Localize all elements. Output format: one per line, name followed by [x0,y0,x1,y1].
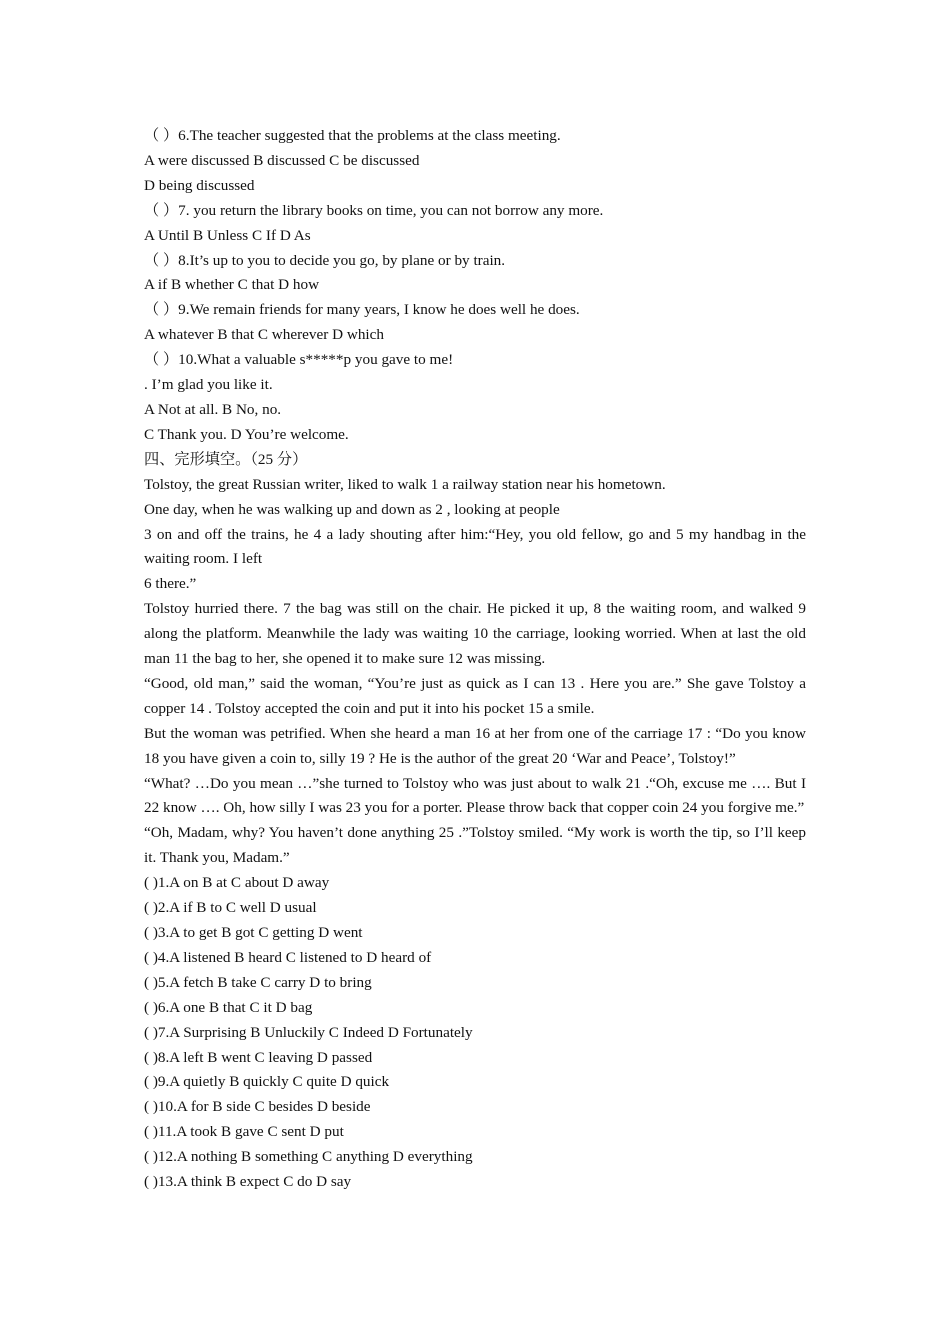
question-10-reply: . I’m glad you like it. [144,376,273,394]
question-6-option-d: D being discussed [144,176,255,194]
cloze-option-line: ( )12.A nothing B something C anything D everything [144,1148,473,1166]
cloze-option-line: ( )10.A for B side C besides D beside [144,1098,371,1116]
question-10-options-a-b: A Not at all. B No, no. [144,400,282,418]
cloze-option-line: ( )6.A one B that C it D bag [144,998,313,1016]
question-7: （ ）7. you return the library books on time, you can not borrow any more. [144,201,604,219]
cloze-option-line: ( )3.A to get B got C getting D went [144,924,363,941]
passage-paragraph: “Good, old man,” said the woman, “You’re just as quick as I can 13 . Here you are.” She gave Tolstoy a copper 14 . Tolstoy accepted the coin and put it into his pocket 15 a smile. [144,674,806,717]
passage-paragraph: “What? …Do you mean …”she turned to Tolstoy who was just about to walk 21 .“Oh, excuse me …. But I 22 know …. Oh, how silly I was 23 you for a porter. Please throw back that copper coin 24 you forgive me.” [144,774,806,817]
passage-paragraph: Tolstoy, the great Russian writer, liked to walk 1 a railway station near his hometown. [144,475,666,493]
cloze-option-line: ( )2.A if B to C well D usual [144,899,317,917]
question-6-options-a-c: A were discussed B discussed C be discussed [144,151,420,169]
passage-paragraph: 3 on and off the trains, he 4 a lady shouting after him:“Hey, you old fellow, go and 5 my handbag in the waiting room. I left [144,525,806,568]
passage-paragraph: 6 there.” [144,575,197,593]
question-8: （ ）8.It’s up to you to decide you go, by plane or by train. [144,251,506,269]
cloze-option-line: ( )13.A think B expect C do D say [144,1173,352,1191]
document-page [144,124,806,1195]
question-9-options: A whatever B that C wherever D which [144,326,384,344]
question-8-options: A if B whether C that D how [144,276,320,294]
passage-paragraph: “Oh, Madam, why? You haven’t done anything 25 .”Tolstoy smiled. “My work is worth the tip, so I’ll keep it. Thank you, Madam.” [144,824,806,867]
passage-paragraph: One day, when he was walking up and down as 2 , looking at people [144,500,560,518]
section-heading: 四、完形填空。（25 分） [144,450,308,468]
cloze-option-line: ( )5.A fetch B take C carry D to bring [144,973,372,991]
cloze-option-line: ( )4.A listened B heard C listened to D heard of [144,948,432,966]
cloze-option-line: ( )8.A left B went C leaving D passed [144,1048,373,1066]
question-6: （ ）6.The teacher suggested that the problems at the class meeting. [144,127,561,144]
question-10-options-c-d: C Thank you. D You’re welcome. [144,425,349,443]
passage-paragraph: Tolstoy hurried there. 7 the bag was still on the chair. He picked it up, 8 the waiting room, and walked 9 along the platform. Meanwhile the lady was waiting 10 the carriage, looking worried. When at last the old man 11 the bag to her, she opened it to make sure 12 was missing. [144,600,806,668]
question-7-options: A Until B Unless C If D As [144,226,311,244]
question-9: （ ）9.We remain friends for many years, I know he does well he does. [144,301,580,319]
cloze-option-line: ( )9.A quietly B quickly C quite D quick [144,1073,390,1091]
cloze-option-line: ( )7.A Surprising B Unluckily C Indeed D Fortunately [144,1023,473,1041]
passage-paragraph: But the woman was petrified. When she heard a man 16 at her from one of the carriage 17 : “Do you know 18 you have given a coin to, silly 19 ? He is the author of the great 20 ‘War and Peace’, Tolstoy!” [144,724,806,767]
cloze-option-line: ( )1.A on B at C about D away [144,874,330,892]
question-10: （ ）10.What a valuable s*****p you gave to me! [144,351,454,369]
cloze-option-line: ( )11.A took B gave C sent D put [144,1123,344,1141]
